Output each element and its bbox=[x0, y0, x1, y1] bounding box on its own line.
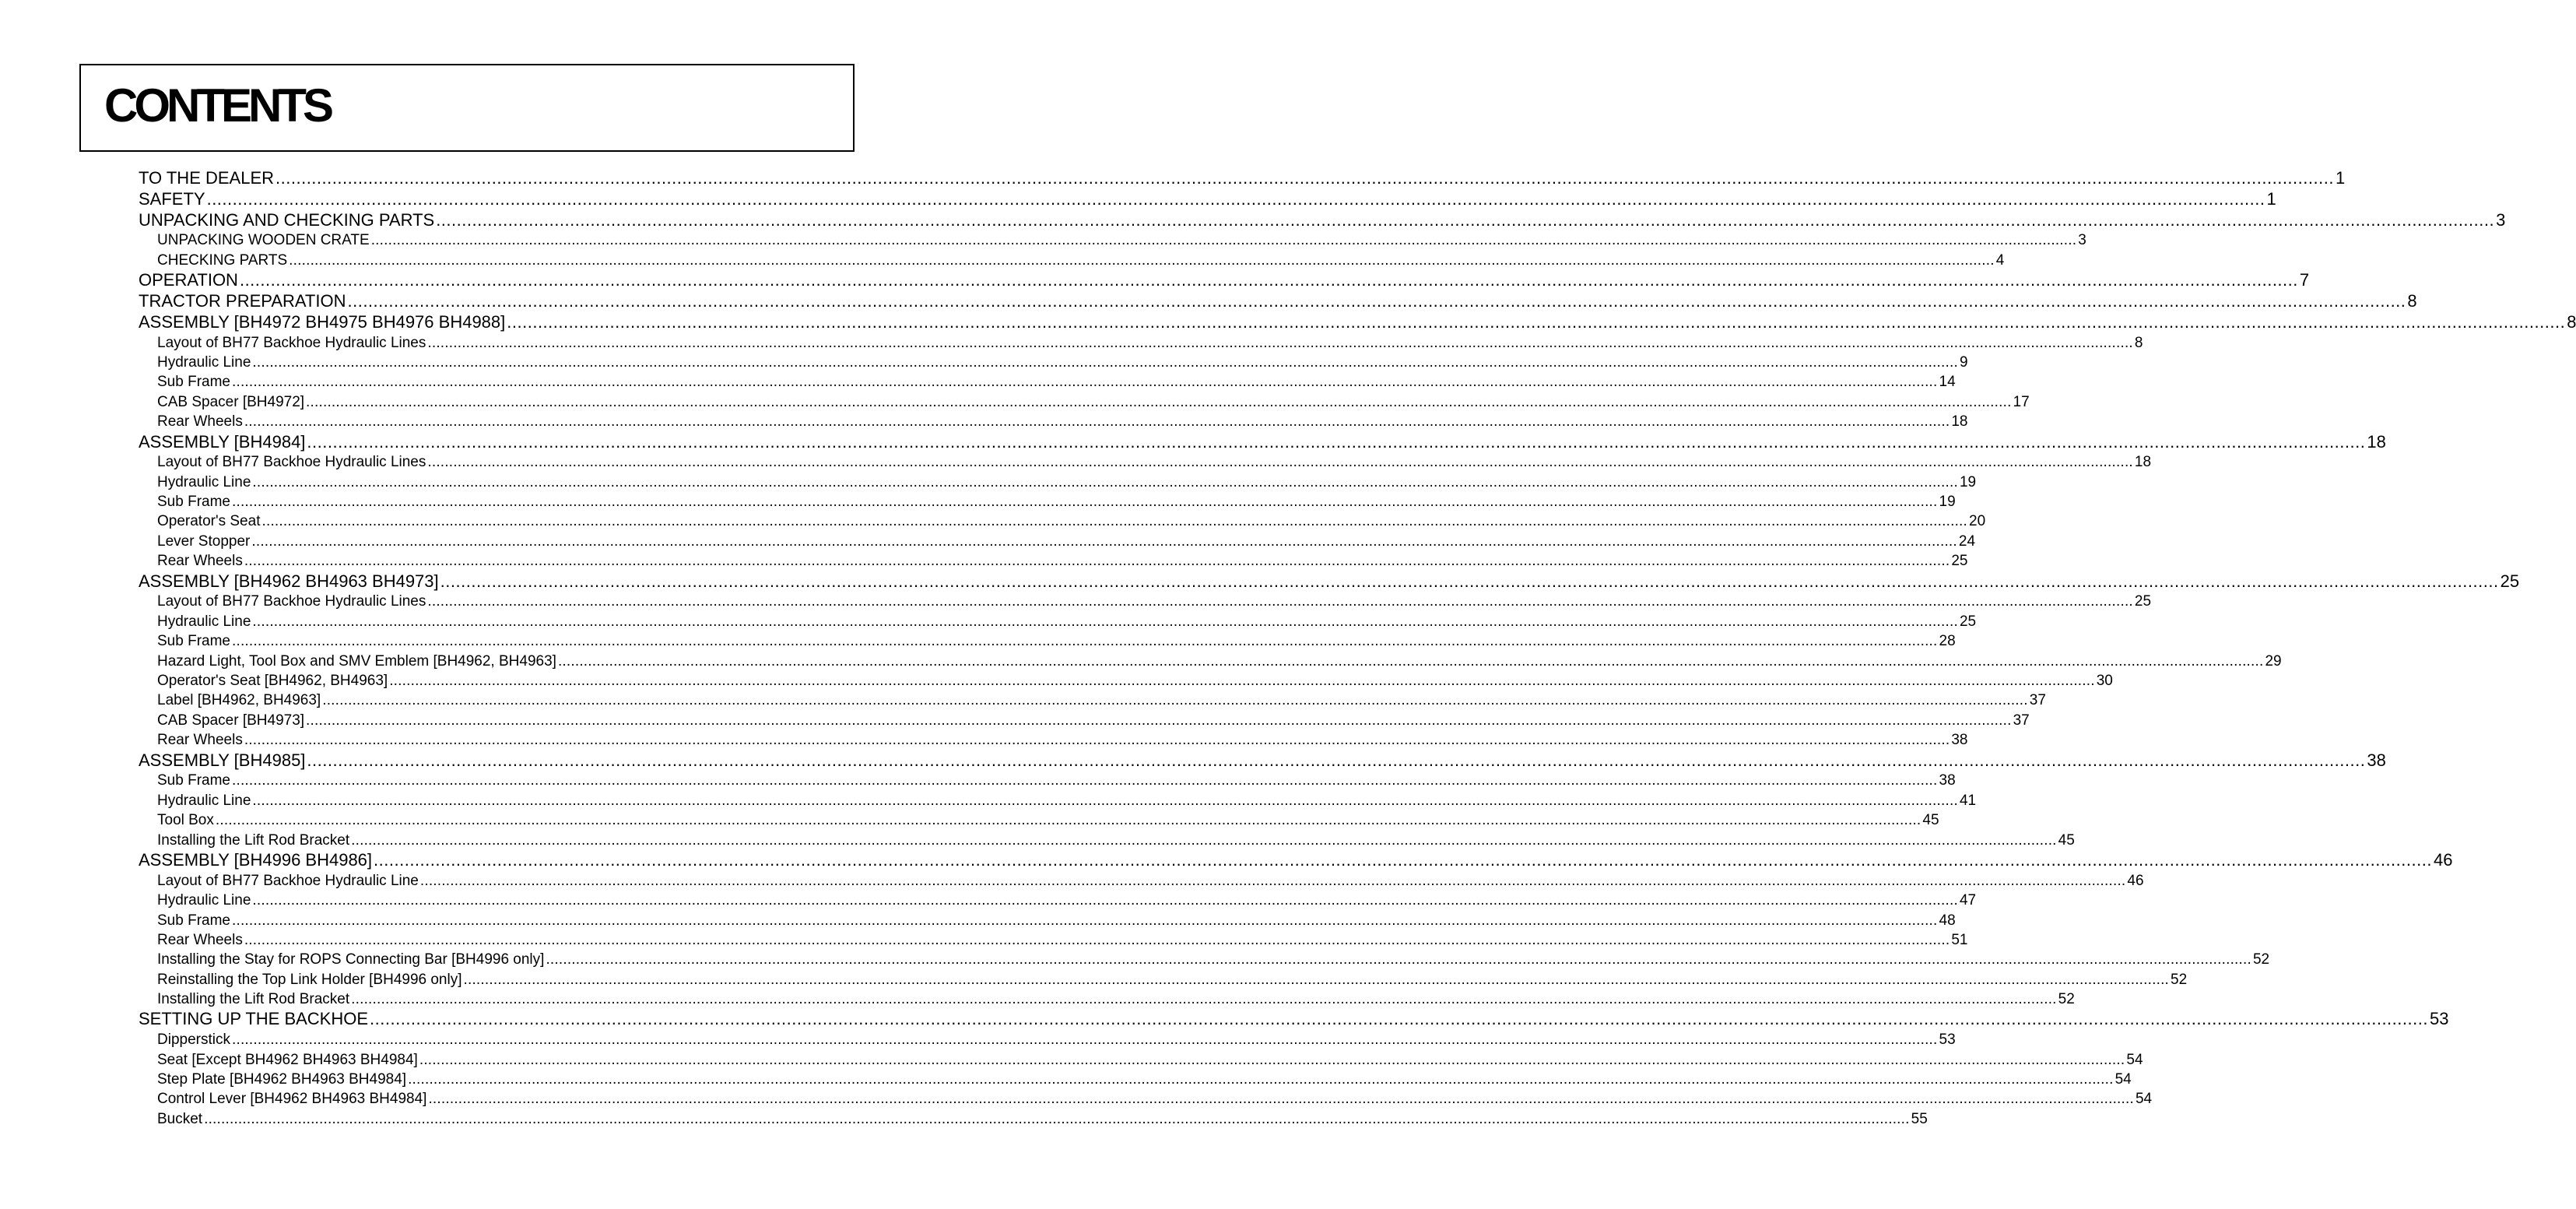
dot-leader: ................................................................................................................................................................................................................................................................................................................................................................................................................ bbox=[427, 334, 2133, 351]
toc-entry-page-number: 37 bbox=[2013, 712, 2030, 729]
toc-entry-page-number: 37 bbox=[2029, 692, 2046, 709]
toc-entry-title: Seat [Except BH4962 BH4963 BH4984] bbox=[157, 1051, 418, 1068]
toc-entry-page-number: 29 bbox=[2265, 652, 2282, 670]
toc-entry-title: ASSEMBLY [BH4962 BH4963 BH4973] bbox=[139, 571, 439, 591]
toc-entry bbox=[139, 711, 2030, 730]
toc-entry bbox=[139, 551, 1968, 571]
dot-leader: ................................................................................................................................................................................................................................................................................................................................................................................................................ bbox=[239, 270, 2298, 290]
toc-entry bbox=[139, 473, 1977, 492]
toc-entry-page-number: 1 bbox=[2335, 168, 2346, 188]
toc-entry bbox=[139, 532, 1976, 551]
toc-entry-title: Sub Frame bbox=[157, 494, 230, 511]
dot-leader: ................................................................................................................................................................................................................................................................................................................................................................................................................ bbox=[231, 1032, 1938, 1049]
dot-leader: ................................................................................................................................................................................................................................................................................................................................................................................................................ bbox=[215, 812, 1921, 829]
toc-entry bbox=[139, 871, 2144, 891]
toc-entry bbox=[139, 810, 1939, 830]
toc-entry-title: Label [BH4962, BH4963] bbox=[157, 692, 321, 709]
toc-entry-title: Hydraulic Line bbox=[157, 892, 251, 909]
toc-entry-page-number: 1 bbox=[2266, 188, 2276, 209]
toc-entry-title: Dipperstick bbox=[157, 1032, 230, 1049]
toc-entry-title: SAFETY bbox=[139, 188, 205, 209]
dot-leader: ................................................................................................................................................................................................................................................................................................................................................................................................................ bbox=[244, 413, 1950, 431]
dot-leader: ................................................................................................................................................................................................................................................................................................................................................................................................................ bbox=[251, 532, 1957, 550]
toc-entry bbox=[139, 1109, 1928, 1129]
toc-entry bbox=[139, 970, 2188, 989]
toc-entry bbox=[139, 290, 2417, 312]
dot-leader: ................................................................................................................................................................................................................................................................................................................................................................................................................ bbox=[307, 431, 2366, 452]
toc-entry bbox=[139, 950, 2270, 969]
toc-entry bbox=[139, 492, 1956, 511]
toc-entry bbox=[139, 392, 2030, 412]
dot-leader: ................................................................................................................................................................................................................................................................................................................................................................................................................ bbox=[389, 673, 2095, 690]
dot-leader: ................................................................................................................................................................................................................................................................................................................................................................................................................ bbox=[557, 652, 2264, 670]
dot-leader: ................................................................................................................................................................................................................................................................................................................................................................................................................ bbox=[252, 892, 1958, 909]
toc-entry bbox=[139, 930, 1968, 950]
toc-entry-title: Installing the Stay for ROPS Connecting Bar [BH4996 only] bbox=[157, 951, 545, 968]
toc-entry-page-number: 52 bbox=[2252, 951, 2270, 968]
table-of-contents bbox=[139, 168, 2576, 1129]
dot-leader: ................................................................................................................................................................................................................................................................................................................................................................................................................ bbox=[507, 311, 2566, 332]
dot-leader: ................................................................................................................................................................................................................................................................................................................................................................................................................ bbox=[428, 1091, 2134, 1108]
dot-leader: ................................................................................................................................................................................................................................................................................................................................................................................................................ bbox=[463, 971, 2170, 988]
toc-entry-page-number: 18 bbox=[1951, 413, 1968, 431]
toc-entry bbox=[139, 989, 2075, 1009]
dot-leader: ................................................................................................................................................................................................................................................................................................................................................................................................................ bbox=[231, 374, 1938, 391]
dot-leader: ................................................................................................................................................................................................................................................................................................................................................................................................................ bbox=[204, 1110, 1910, 1127]
title-box bbox=[79, 64, 855, 152]
dot-leader: ................................................................................................................................................................................................................................................................................................................................................................................................................ bbox=[427, 454, 2133, 471]
dot-leader: ................................................................................................................................................................................................................................................................................................................................................................................................................ bbox=[231, 772, 1938, 789]
toc-entry-page-number: 45 bbox=[1922, 812, 1939, 829]
toc-entry-title: Layout of BH77 Backhoe Hydraulic Lines bbox=[157, 454, 426, 471]
toc-entry-title: Reinstalling the Top Link Holder [BH4996 only] bbox=[157, 971, 462, 988]
toc-entry-page-number: 3 bbox=[2078, 232, 2086, 249]
toc-entry bbox=[139, 691, 2046, 710]
toc-entry-page-number: 38 bbox=[1939, 772, 1956, 789]
toc-entry-title: Operator's Seat bbox=[157, 513, 261, 530]
toc-entry-title: Rear Wheels bbox=[157, 413, 243, 431]
toc-entry-title: ASSEMBLY [BH4985] bbox=[139, 750, 306, 770]
toc-entry-title: Hydraulic Line bbox=[157, 613, 251, 630]
dot-leader: ................................................................................................................................................................................................................................................................................................................................................................................................................ bbox=[231, 912, 1938, 929]
toc-entry bbox=[139, 612, 1977, 631]
toc-entry bbox=[139, 1050, 2143, 1070]
dot-leader: ................................................................................................................................................................................................................................................................................................................................................................................................................ bbox=[436, 209, 2495, 230]
toc-entry-page-number: 46 bbox=[2127, 872, 2144, 889]
dot-leader: ................................................................................................................................................................................................................................................................................................................................................................................................................ bbox=[206, 188, 2265, 209]
dot-leader: ................................................................................................................................................................................................................................................................................................................................................................................................................ bbox=[419, 872, 2126, 889]
dot-leader: ................................................................................................................................................................................................................................................................................................................................................................................................................ bbox=[370, 232, 2077, 249]
toc-entry bbox=[139, 671, 2113, 691]
toc-entry-title: CAB Spacer [BH4972] bbox=[157, 393, 305, 410]
dot-leader: ................................................................................................................................................................................................................................................................................................................................................................................................................ bbox=[244, 931, 1950, 948]
toc-entry-title: Hydraulic Line bbox=[157, 473, 251, 490]
toc-entry-title: Hydraulic Line bbox=[157, 792, 251, 809]
dot-leader: ................................................................................................................................................................................................................................................................................................................................................................................................................ bbox=[440, 571, 2499, 591]
toc-entry bbox=[139, 1009, 2449, 1030]
toc-entry bbox=[139, 831, 2075, 850]
toc-entry-title: SETTING UP THE BACKHOE bbox=[139, 1009, 369, 1029]
page-title: CONTENTS bbox=[104, 79, 330, 132]
toc-entry-title: Layout of BH77 Backhoe Hydraulic Line bbox=[157, 872, 419, 889]
toc-entry bbox=[139, 911, 1956, 930]
toc-entry bbox=[139, 849, 2453, 871]
toc-entry bbox=[139, 1089, 2153, 1109]
dot-leader: ................................................................................................................................................................................................................................................................................................................................................................................................................ bbox=[231, 633, 1938, 650]
toc-entry-title: Operator's Seat [BH4962, BH4963] bbox=[157, 673, 388, 690]
toc-entry-title: Step Plate [BH4962 BH4963 BH4984] bbox=[157, 1071, 407, 1088]
toc-entry bbox=[139, 168, 2346, 189]
toc-entry bbox=[139, 791, 1977, 810]
toc-entry-page-number: 18 bbox=[2367, 431, 2386, 452]
toc-entry-title: Sub Frame bbox=[157, 772, 230, 789]
toc-entry bbox=[139, 333, 2143, 353]
toc-entry-page-number: 54 bbox=[2135, 1091, 2153, 1108]
dot-leader: ................................................................................................................................................................................................................................................................................................................................................................................................................ bbox=[275, 168, 2334, 188]
dot-leader: ................................................................................................................................................................................................................................................................................................................................................................................................................ bbox=[307, 750, 2366, 770]
toc-entry-page-number: 24 bbox=[1958, 532, 1976, 550]
toc-entry-page-number: 17 bbox=[2013, 393, 2030, 410]
dot-leader: ................................................................................................................................................................................................................................................................................................................................................................................................................ bbox=[408, 1071, 2114, 1088]
toc-entry bbox=[139, 571, 2520, 592]
toc-entry-title: Layout of BH77 Backhoe Hydraulic Lines bbox=[157, 593, 426, 610]
toc-entry-page-number: 20 bbox=[1969, 513, 1986, 530]
dot-leader: ................................................................................................................................................................................................................................................................................................................................................................................................................ bbox=[252, 792, 1958, 809]
toc-entry bbox=[139, 209, 2506, 231]
toc-entry bbox=[139, 270, 2310, 291]
toc-entry-page-number: 53 bbox=[1939, 1032, 1956, 1049]
toc-entry-title: ASSEMBLY [BH4984] bbox=[139, 431, 306, 452]
toc-entry-title: Sub Frame bbox=[157, 374, 230, 391]
dot-leader: ................................................................................................................................................................................................................................................................................................................................................................................................................ bbox=[374, 849, 2432, 870]
toc-entry-page-number: 38 bbox=[1951, 732, 1968, 749]
toc-entry-page-number: 4 bbox=[1995, 251, 2005, 269]
toc-entry-page-number: 19 bbox=[1939, 494, 1956, 511]
toc-entry-title: Hydraulic Line bbox=[157, 353, 251, 371]
toc-entry-page-number: 55 bbox=[1911, 1110, 1928, 1127]
toc-entry-title: Hazard Light, Tool Box and SMV Emblem [BH4962, BH4963] bbox=[157, 652, 556, 670]
toc-entry-page-number: 8 bbox=[2407, 290, 2417, 311]
toc-entry-title: Lever Stopper bbox=[157, 532, 251, 550]
toc-entry-page-number: 45 bbox=[2058, 831, 2075, 849]
toc-entry-page-number: 54 bbox=[2126, 1051, 2143, 1068]
toc-entry-page-number: 54 bbox=[2114, 1071, 2132, 1088]
toc-entry-title: Bucket bbox=[157, 1110, 203, 1127]
toc-entry-page-number: 52 bbox=[2058, 991, 2075, 1008]
dot-leader: ................................................................................................................................................................................................................................................................................................................................................................................................................ bbox=[306, 712, 2012, 729]
toc-entry bbox=[139, 771, 1956, 790]
toc-entry-page-number: 53 bbox=[2429, 1009, 2449, 1029]
toc-entry-page-number: 8 bbox=[2134, 334, 2143, 351]
dot-leader: ................................................................................................................................................................................................................................................................................................................................................................................................................ bbox=[427, 593, 2133, 610]
toc-entry-page-number: 9 bbox=[1959, 353, 1968, 371]
toc-entry-page-number: 46 bbox=[2433, 849, 2453, 870]
toc-entry bbox=[139, 592, 2152, 611]
toc-entry-page-number: 14 bbox=[1939, 374, 1956, 391]
dot-leader: ................................................................................................................................................................................................................................................................................................................................................................................................................ bbox=[252, 613, 1958, 630]
toc-entry-title: Control Lever [BH4962 BH4963 BH4984] bbox=[157, 1091, 427, 1108]
toc-entry-page-number: 7 bbox=[2299, 270, 2310, 290]
toc-entry bbox=[139, 730, 1968, 750]
dot-leader: ................................................................................................................................................................................................................................................................................................................................................................................................................ bbox=[252, 473, 1958, 490]
dot-leader: ................................................................................................................................................................................................................................................................................................................................................................................................................ bbox=[370, 1009, 2428, 1029]
toc-entry-page-number: 28 bbox=[1939, 633, 1956, 650]
toc-entry bbox=[139, 372, 1956, 392]
toc-entry-title: ASSEMBLY [BH4972 BH4975 BH4976 BH4988] bbox=[139, 311, 506, 332]
toc-entry bbox=[139, 1070, 2132, 1089]
dot-leader: ................................................................................................................................................................................................................................................................................................................................................................................................................ bbox=[244, 732, 1950, 749]
toc-entry-page-number: 8 bbox=[2567, 311, 2576, 332]
toc-entry-title: TRACTOR PREPARATION bbox=[139, 290, 346, 311]
toc-entry bbox=[139, 1030, 1956, 1049]
toc-entry-title: Rear Wheels bbox=[157, 931, 243, 948]
toc-entry bbox=[139, 452, 2152, 472]
toc-entry-page-number: 19 bbox=[1959, 473, 1977, 490]
dot-leader: ................................................................................................................................................................................................................................................................................................................................................................................................................ bbox=[351, 831, 2057, 849]
toc-entry-page-number: 30 bbox=[2096, 673, 2113, 690]
toc-entry bbox=[139, 631, 1956, 651]
toc-entry bbox=[139, 431, 2386, 453]
dot-leader: ................................................................................................................................................................................................................................................................................................................................................................................................................ bbox=[351, 991, 2057, 1008]
toc-entry-page-number: 41 bbox=[1959, 792, 1977, 809]
dot-leader: ................................................................................................................................................................................................................................................................................................................................................................................................................ bbox=[261, 513, 1968, 530]
toc-entry-title: Rear Wheels bbox=[157, 732, 243, 749]
toc-entry-page-number: 25 bbox=[2500, 571, 2520, 591]
dot-leader: ................................................................................................................................................................................................................................................................................................................................................................................................................ bbox=[231, 494, 1938, 511]
dot-leader: ................................................................................................................................................................................................................................................................................................................................................................................................................ bbox=[289, 251, 1995, 269]
toc-entry-title: Sub Frame bbox=[157, 633, 230, 650]
toc-entry-page-number: 52 bbox=[2171, 971, 2188, 988]
toc-entry-title: UNPACKING AND CHECKING PARTS bbox=[139, 209, 435, 230]
toc-entry bbox=[139, 188, 2276, 210]
toc-entry bbox=[139, 750, 2386, 771]
toc-entry bbox=[139, 412, 1968, 431]
toc-entry bbox=[139, 511, 1986, 531]
toc-entry bbox=[139, 891, 1977, 910]
toc-entry-page-number: 48 bbox=[1939, 912, 1956, 929]
dot-leader: ................................................................................................................................................................................................................................................................................................................................................................................................................ bbox=[347, 290, 2406, 311]
dot-leader: ................................................................................................................................................................................................................................................................................................................................................................................................................ bbox=[419, 1051, 2125, 1068]
toc-entry-title: Installing the Lift Rod Bracket bbox=[157, 991, 350, 1008]
dot-leader: ................................................................................................................................................................................................................................................................................................................................................................................................................ bbox=[322, 692, 2028, 709]
toc-entry-title: Rear Wheels bbox=[157, 553, 243, 570]
toc-entry-title: Tool Box bbox=[157, 812, 214, 829]
toc-entry-page-number: 51 bbox=[1951, 931, 1968, 948]
toc-entry bbox=[139, 311, 2576, 333]
dot-leader: ................................................................................................................................................................................................................................................................................................................................................................................................................ bbox=[252, 353, 1958, 371]
dot-leader: ................................................................................................................................................................................................................................................................................................................................................................................................................ bbox=[546, 951, 2251, 968]
toc-entry-page-number: 47 bbox=[1959, 892, 1977, 909]
toc-entry bbox=[139, 652, 2282, 671]
toc-entry-title: TO THE DEALER bbox=[139, 168, 275, 188]
toc-entry-page-number: 3 bbox=[2496, 209, 2506, 230]
toc-entry-title: CAB Spacer [BH4973] bbox=[157, 712, 305, 729]
toc-entry-page-number: 38 bbox=[2367, 750, 2386, 770]
toc-entry-title: CHECKING PARTS bbox=[157, 251, 288, 269]
toc-entry-page-number: 25 bbox=[1951, 553, 1968, 570]
toc-entry-page-number: 25 bbox=[2134, 593, 2152, 610]
toc-entry-title: OPERATION bbox=[139, 270, 238, 290]
toc-entry-title: UNPACKING WOODEN CRATE bbox=[157, 232, 370, 249]
toc-entry bbox=[139, 230, 2086, 250]
toc-entry-title: Installing the Lift Rod Bracket bbox=[157, 831, 350, 849]
toc-entry-page-number: 18 bbox=[2134, 454, 2152, 471]
toc-entry bbox=[139, 353, 1968, 372]
dot-leader: ................................................................................................................................................................................................................................................................................................................................................................................................................ bbox=[306, 393, 2012, 410]
toc-entry bbox=[139, 251, 2005, 270]
toc-entry-title: Sub Frame bbox=[157, 912, 230, 929]
toc-entry-page-number: 25 bbox=[1959, 613, 1977, 630]
toc-entry-title: ASSEMBLY [BH4996 BH4986] bbox=[139, 849, 373, 870]
toc-entry-title: Layout of BH77 Backhoe Hydraulic Lines bbox=[157, 334, 426, 351]
dot-leader: ................................................................................................................................................................................................................................................................................................................................................................................................................ bbox=[244, 553, 1950, 570]
